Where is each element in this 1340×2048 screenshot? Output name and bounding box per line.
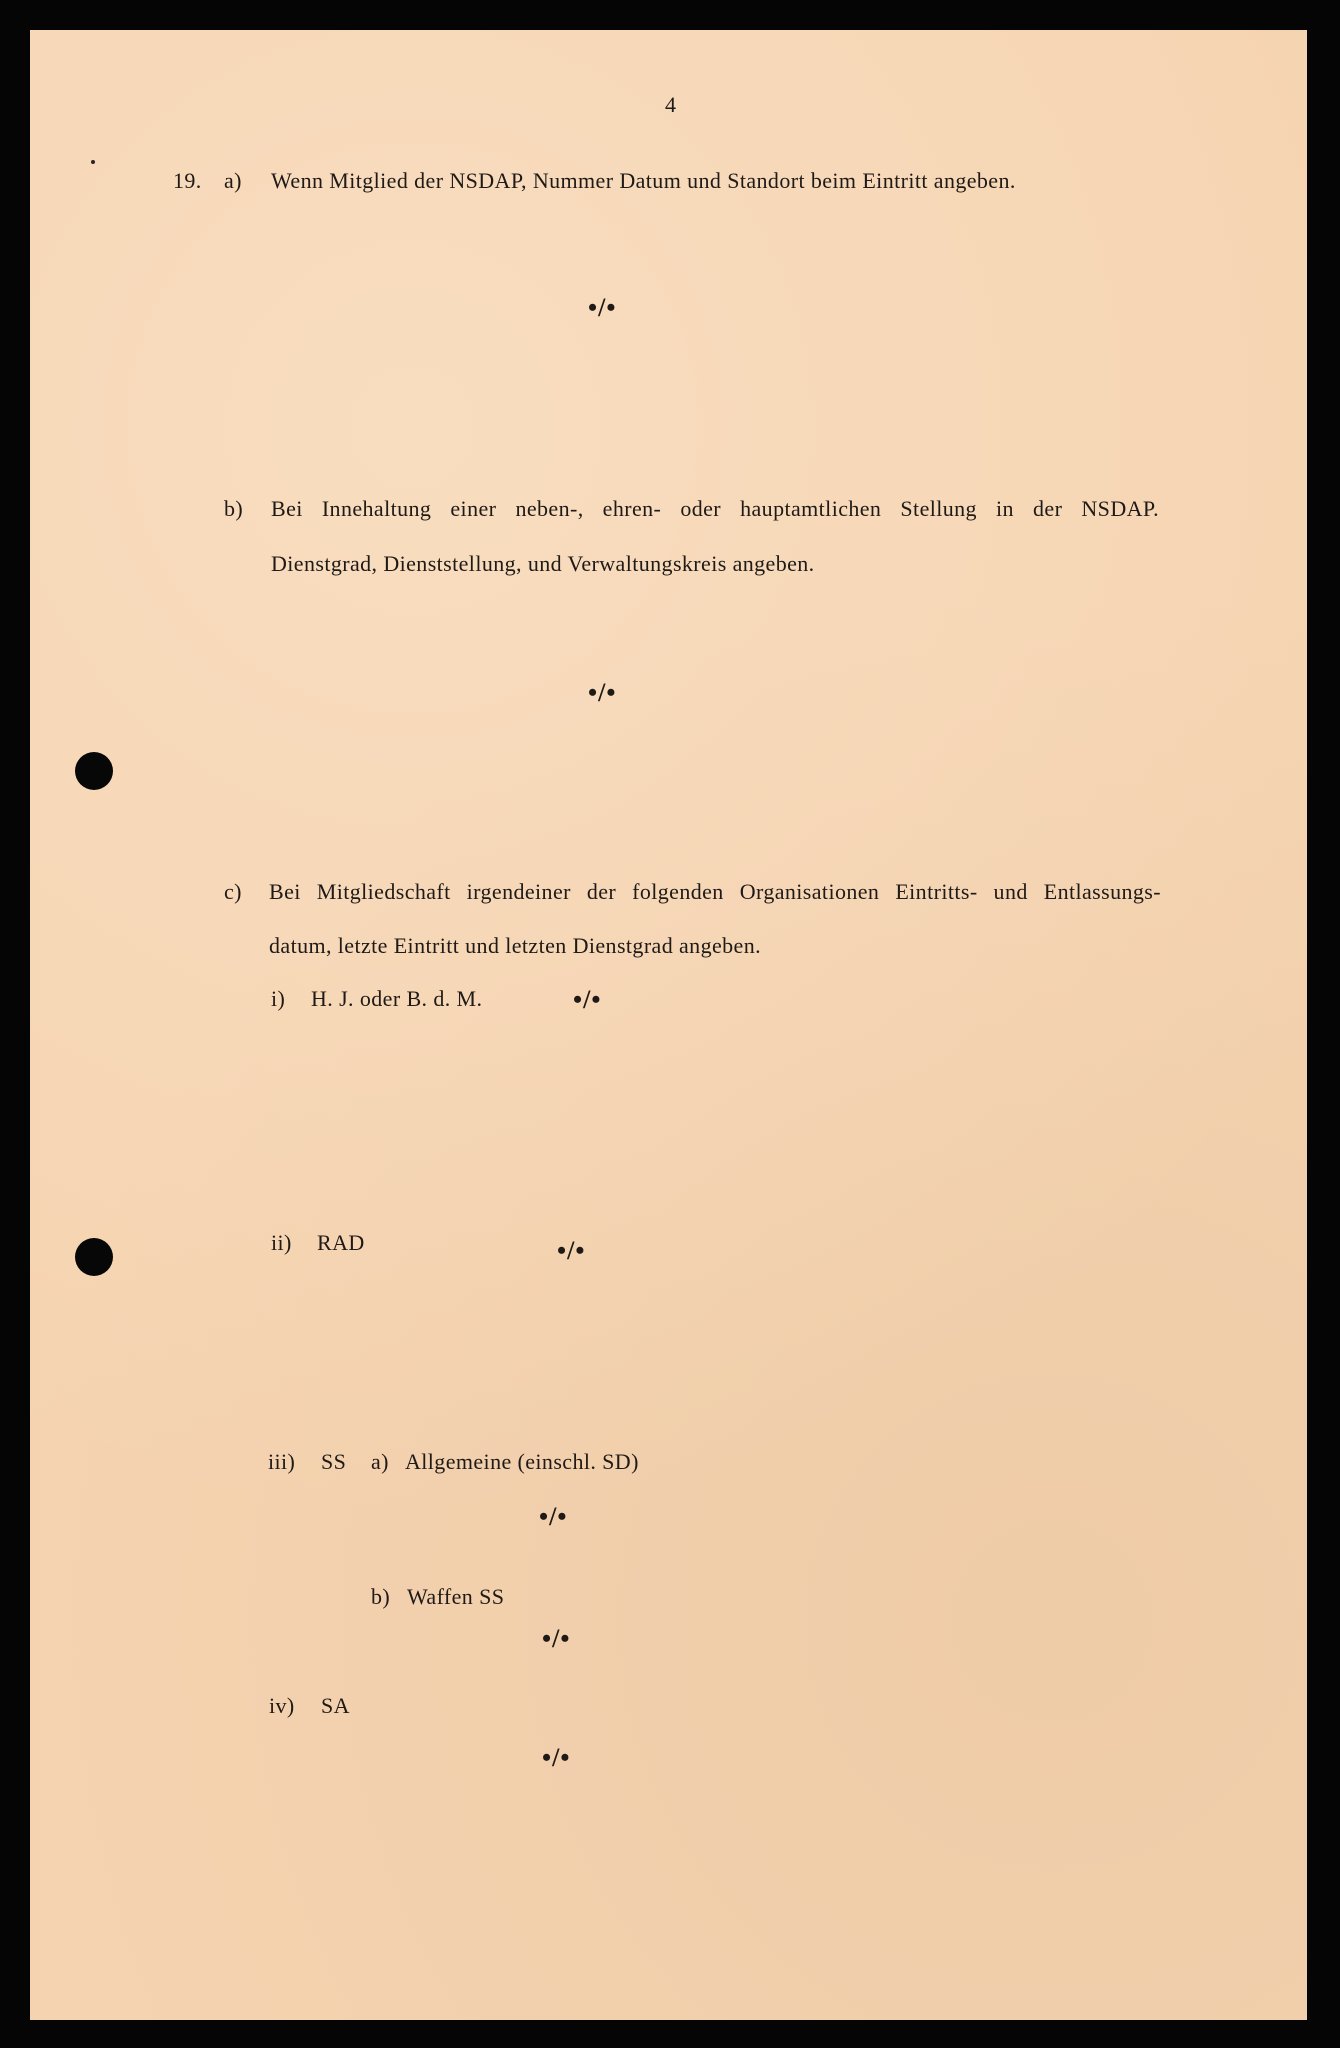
blank-mark-iv: •/• xyxy=(542,1743,571,1772)
punch-hole-top xyxy=(75,752,113,790)
subitem-i-text: H. J. oder B. d. M. xyxy=(311,986,483,1011)
ink-speck xyxy=(91,160,95,164)
item-b-line2: Dienstgrad, Dienststellung, und Verwaltungskreis angeben. xyxy=(271,551,815,576)
item-c-line2: datum, letzte Eintritt und letzten Dienstgrad angeben. xyxy=(269,933,762,958)
blank-mark-b: •/• xyxy=(588,678,617,707)
item-c-line1: Bei Mitgliedschaft irgendeiner der folgenden Organisationen Eintritts- und Entlassungs- xyxy=(269,879,1161,904)
item-a-text: Wenn Mitglied der NSDAP, Nummer Datum und Standort beim Eintritt angeben. xyxy=(271,168,1016,193)
blank-mark-iii-a: •/• xyxy=(539,1502,568,1531)
subitem-iii-a-text: Allgemeine (einschl. SD) xyxy=(405,1449,639,1474)
subitem-iii-b-text: Waffen SS xyxy=(407,1584,505,1609)
item-c-label: c) xyxy=(224,879,242,904)
page-number: 4 xyxy=(665,92,677,117)
item-a-label: a) xyxy=(224,168,242,193)
subitem-i-label: i) xyxy=(271,986,286,1011)
subitem-ii-label: ii) xyxy=(271,1230,292,1255)
subitem-iv-text: SA xyxy=(321,1693,350,1718)
subitem-iii-text: SS xyxy=(321,1449,347,1474)
subitem-iv-label: iv) xyxy=(269,1693,295,1718)
subitem-iii-b-label: b) xyxy=(371,1584,391,1609)
subitem-ii-text: RAD xyxy=(317,1230,365,1255)
question-number: 19. xyxy=(173,168,202,193)
item-b-label: b) xyxy=(224,496,244,521)
item-b-line1: Bei Innehaltung einer neben-, ehren- oder hauptamtlichen Stellung in der NSDAP. xyxy=(271,496,1159,521)
subitem-iii-a-label: a) xyxy=(371,1449,389,1474)
blank-mark-ii: •/• xyxy=(557,1236,586,1265)
subitem-iii-label: iii) xyxy=(268,1449,296,1474)
blank-mark-iii-b: •/• xyxy=(542,1624,571,1653)
punch-hole-bottom xyxy=(75,1238,113,1276)
blank-mark-a: •/• xyxy=(588,293,617,322)
blank-mark-i: •/• xyxy=(573,985,602,1014)
document-page xyxy=(30,30,1307,2020)
